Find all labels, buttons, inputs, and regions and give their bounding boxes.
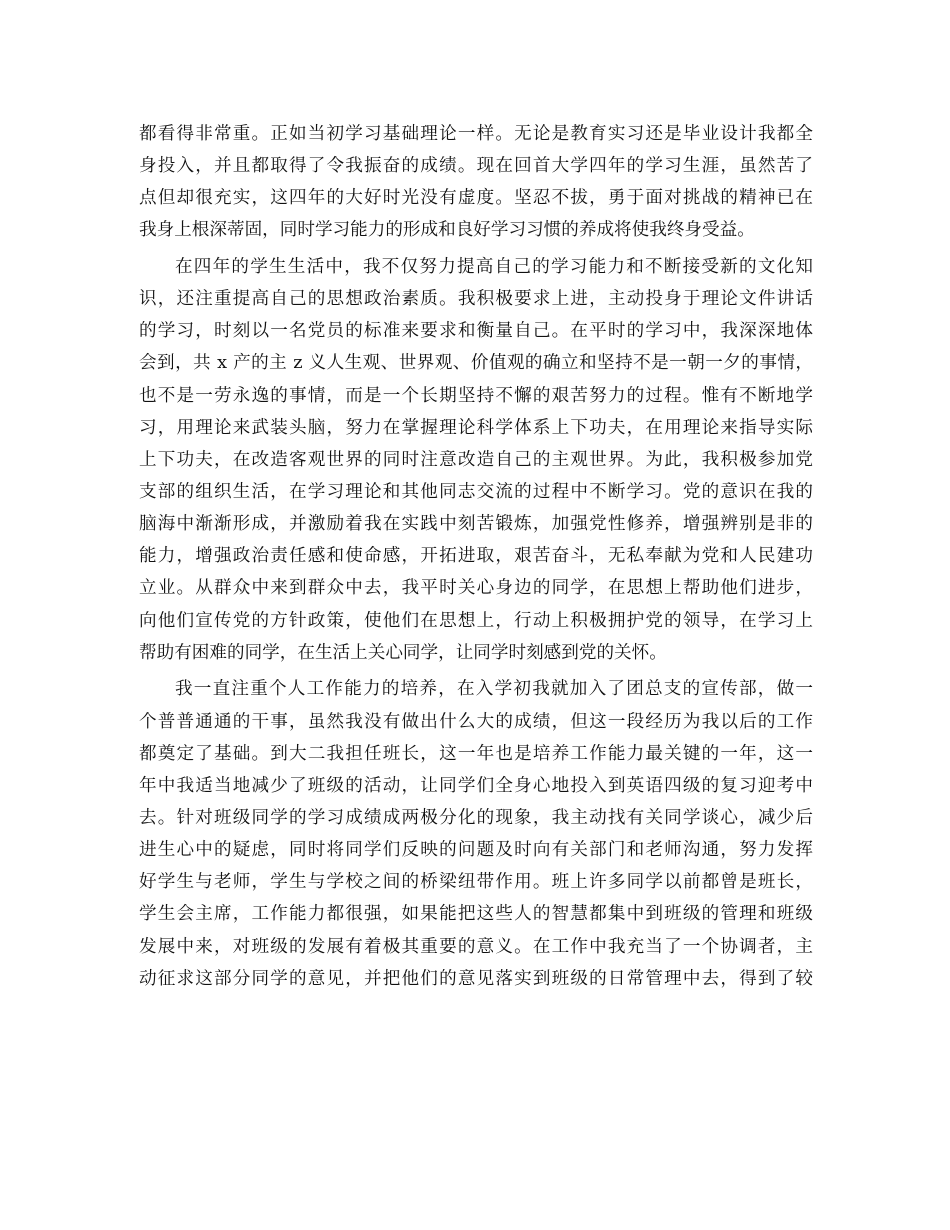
text-line: 学生会主席，工作能力都很强，如果能把这些人的智慧都集中到班级的管理和班级 bbox=[139, 904, 813, 925]
text-line: 的学习，时刻以一名党员的标准来要求和衡量自己。在平时的学习中，我深深地体 bbox=[139, 321, 813, 342]
text-line: 好学生与老师，学生与学校之间的桥梁纽带作用。班上许多同学以前都曾是班长， bbox=[139, 872, 813, 893]
text-line: 发展中来，对班级的发展有着极其重要的意义。在工作中我充当了一个协调者，主 bbox=[139, 936, 813, 957]
text-line: 年中我适当地减少了班级的活动，让同学们全身心地投入到英语四级的复习迎考中 bbox=[139, 775, 813, 796]
text-line: 帮助有困难的同学，在生活上关心同学，让同学时刻感到党的关怀。 bbox=[139, 642, 667, 663]
text-line: 点但却很充实，这四年的大好时光没有虚度。坚忍不拔，勇于面对挑战的精神已在 bbox=[139, 188, 813, 209]
text-line: 脑海中渐渐形成，并激励着我在实践中刻苦锻炼，加强党性修养，增强辨别是非的 bbox=[139, 514, 813, 535]
text-line: 动征求这部分同学的意见，并把他们的意见落实到班级的日常管理中去，得到了较 bbox=[139, 968, 813, 989]
paragraph-1 bbox=[139, 118, 813, 247]
text-line: 向他们宣传党的方针政策，使他们在思想上，行动上积极拥护党的领导，在学习上 bbox=[139, 610, 813, 631]
text-line: 立业。从群众中来到群众中去，我平时关心身边的同学，在思想上帮助他们进步， bbox=[139, 578, 813, 599]
text-line: 会到，共 x 产的主 z 义人生观、世界观、价值观的确立和坚持不是一朝一夕的事情， bbox=[139, 353, 813, 374]
text-line: 习，用理论来武装头脑，努力在掌握理论科学体系上下功夫，在用理论来指导实际 bbox=[139, 417, 813, 438]
body-text bbox=[139, 118, 813, 995]
text-line: 身投入，并且都取得了令我振奋的成绩。现在回首大学四年的学习生涯，虽然苦了 bbox=[139, 156, 813, 177]
text-line: 去。针对班级同学的学习成绩成两极分化的现象，我主动找有关同学谈心，减少后 bbox=[139, 807, 813, 828]
text-line: 个普普通通的干事，虽然我没有做出什么大的成绩，但这一段经历为我以后的工作 bbox=[139, 711, 813, 732]
text-line: 都看得非常重。正如当初学习基础理论一样。无论是教育实习还是毕业设计我都全 bbox=[139, 124, 813, 144]
text-line: 上下功夫，在改造客观世界的同时注意改造自己的主观世界。为此，我积极参加党 bbox=[139, 449, 813, 470]
text-line: 我一直注重个人工作能力的培养，在入学初我就加入了团总支的宣传部，做一 bbox=[175, 679, 813, 700]
paragraph-3 bbox=[139, 673, 813, 994]
text-line: 能力，增强政治责任感和使命感，开拓进取，艰苦奋斗，无私奉献为党和人民建功 bbox=[139, 546, 813, 567]
text-line: 都奠定了基础。到大二我担任班长，这一年也是培养工作能力最关键的一年，这一 bbox=[139, 743, 813, 764]
text-line: 我身上根深蒂固，同时学习能力的形成和良好学习习惯的养成将使我终身受益。 bbox=[139, 220, 755, 241]
text-line: 进生心中的疑虑，同时将同学们反映的问题及时向有关部门和老师沟通，努力发挥 bbox=[139, 840, 813, 861]
text-line: 支部的组织生活，在学习理论和其他同志交流的过程中不断学习。党的意识在我的 bbox=[139, 482, 813, 503]
text-line: 识，还注重提高自己的思想政治素质。我积极要求上进，主动投身于理论文件讲话 bbox=[139, 289, 813, 310]
paragraph-2 bbox=[139, 251, 813, 669]
text-line: 也不是一劳永逸的事情，而是一个长期坚持不懈的艰苦努力的过程。惟有不断地学 bbox=[139, 385, 813, 406]
text-line: 在四年的学生生活中，我不仅努力提高自己的学习能力和不断接受新的文化知 bbox=[175, 257, 813, 278]
